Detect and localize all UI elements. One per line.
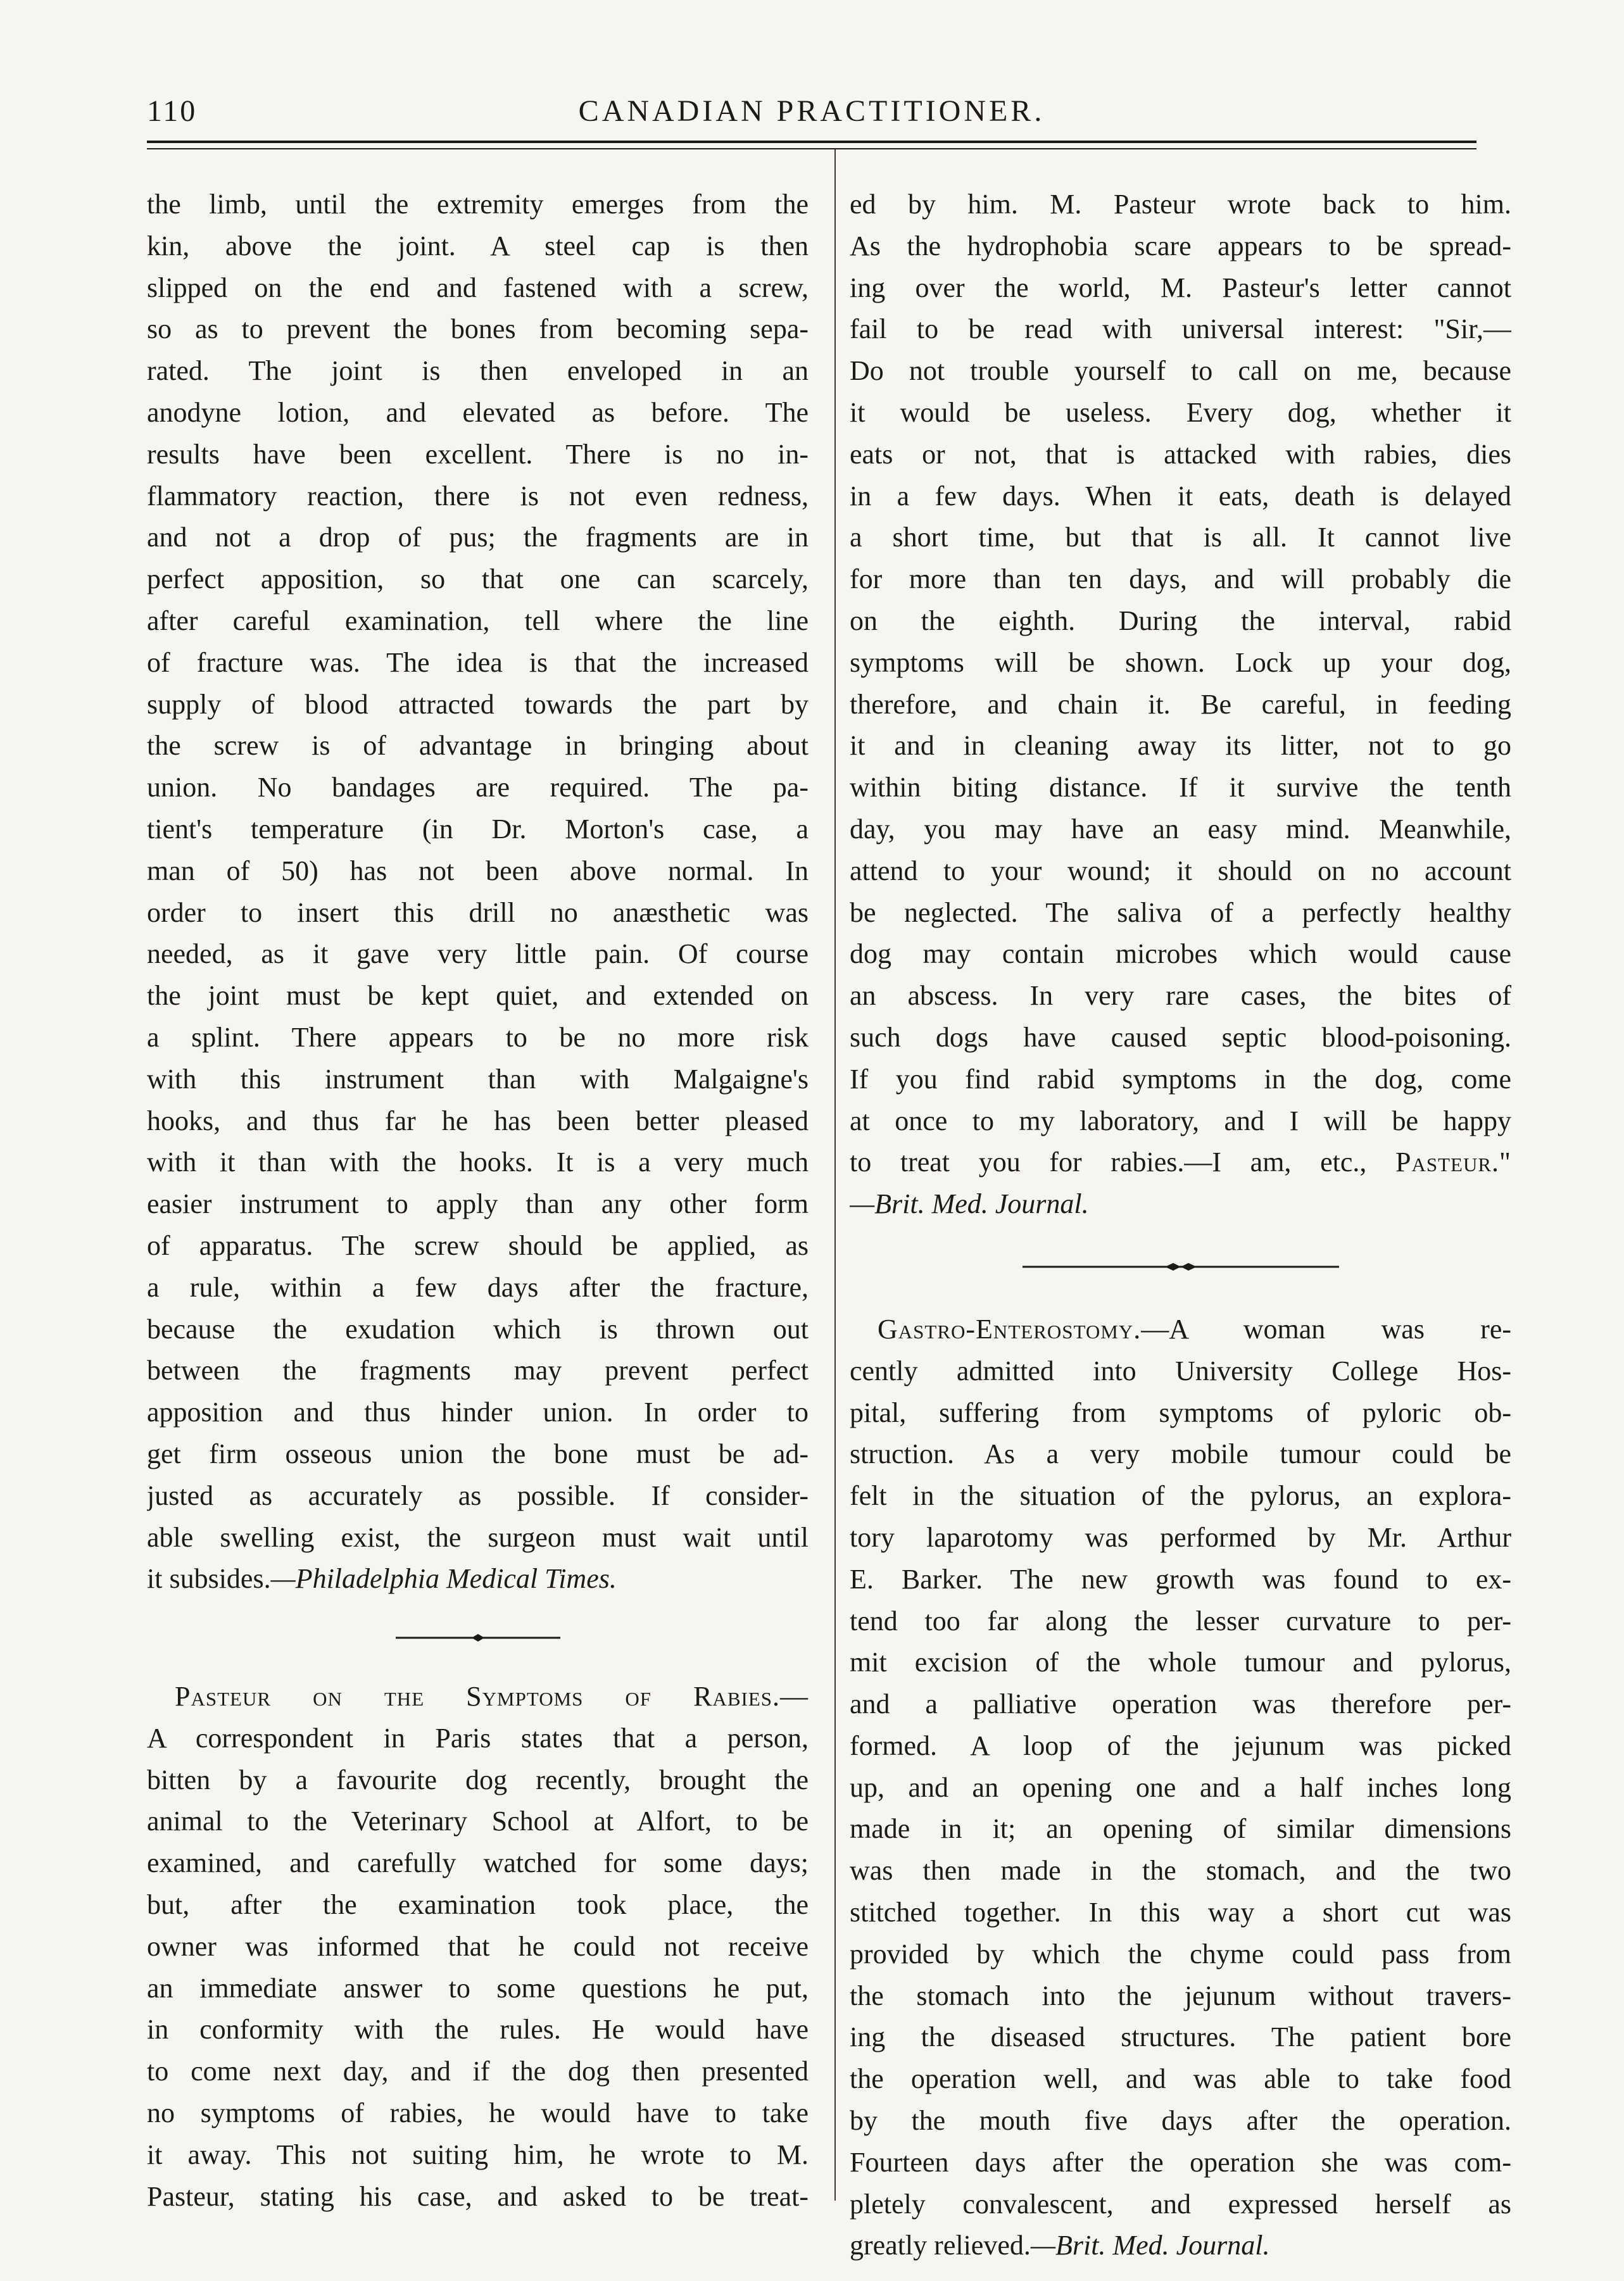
- text-line: within biting distance. If it survive the tenth: [850, 772, 1511, 803]
- text-line: slipped on the end and fastened with a screw,: [147, 272, 809, 303]
- text-line: dog may contain microbes which would cause: [850, 938, 1511, 970]
- text-line: to come next day, and if the dog then presented: [147, 2056, 809, 2087]
- text-line: anodyne lotion, and elevated as before. The: [147, 396, 809, 428]
- text-fragment: greatly relieved.: [850, 2230, 1031, 2261]
- source-citation: —Brit. Med. Journal.: [850, 1188, 1089, 1220]
- text-line: Do not trouble yourself to call on me, because: [850, 355, 1511, 387]
- header-rule: [147, 141, 1476, 143]
- text-line: apposition and thus hinder union. In order to: [147, 1397, 809, 1428]
- text-line: therefore, and chain it. Be careful, in feeding: [850, 688, 1511, 720]
- page-number: 110: [147, 94, 198, 128]
- text-line: flammatory reaction, there is not even redness,: [147, 480, 809, 512]
- text-line: of fracture was. The idea is that the increased: [147, 646, 809, 678]
- text-line: by the mouth five days after the operation.: [850, 2105, 1511, 2137]
- text-line: stitched together. In this way a short cut was: [850, 1897, 1511, 1928]
- ornament-rule-icon: [1023, 1260, 1339, 1273]
- text-line: [147, 1676, 809, 1718]
- rabies-article: [147, 1676, 809, 2217]
- ornament-rule-icon: [396, 1631, 560, 1644]
- text-line: was then made in the stomach, and the two: [850, 1855, 1511, 1887]
- text-line: animal to the Veterinary School at Alfort, to be: [147, 1806, 809, 1837]
- text-line: results have been excellent. There is no in-: [147, 438, 809, 470]
- text-line: [850, 1309, 1511, 1350]
- text-line: it and in cleaning away its litter, not to go: [850, 730, 1511, 762]
- article-heading: Pasteur on the Symptoms of Rabies.—: [175, 1681, 809, 1712]
- text-line: tient's temperature (in Dr. Morton's case, a: [147, 813, 809, 845]
- text-line: rated. The joint is then enveloped in an: [147, 355, 809, 387]
- text-line: able swelling exist, the surgeon must wait until: [147, 1521, 809, 1553]
- text-line: for more than ten days, and will probably die: [850, 563, 1511, 595]
- text-line: perfect apposition, so that one can scarcely,: [147, 563, 809, 595]
- text-line: struction. As a very mobile tumour could be: [850, 1438, 1511, 1470]
- text-line: pital, suffering from symptoms of pyloric ob-: [850, 1397, 1511, 1428]
- text-line: [147, 1558, 809, 1600]
- text-line: fail to be read with universal interest: "Sir,—: [850, 313, 1511, 345]
- text-line: justed as accurately as possible. If consider-: [147, 1480, 809, 1511]
- text-line: up, and an opening one and a half inches long: [850, 1771, 1511, 1803]
- text-line: attend to your wound; it should on no account: [850, 855, 1511, 886]
- text-line: on the eighth. During the interval, rabid: [850, 605, 1511, 636]
- text-line: the screw is of advantage in bringing about: [147, 730, 809, 762]
- article-heading: Gastro-Enterostomy.: [878, 1313, 1142, 1345]
- text-fragment: to treat you for rabies.—I am, etc.,: [850, 1147, 1367, 1178]
- text-line: tend too far along the lesser curvature to per-: [850, 1605, 1511, 1637]
- text-line: and a palliative operation was therefore per-: [850, 1688, 1511, 1720]
- text-line: at once to my laboratory, and I will be happy: [850, 1105, 1511, 1136]
- column-divider: [834, 149, 836, 2201]
- text-line: so as to prevent the bones from becoming sepa-: [147, 313, 809, 345]
- text-line: supply of blood attracted towards the part by: [147, 688, 809, 720]
- section-divider-ornament: [147, 1600, 809, 1676]
- text-line: between the fragments may prevent perfect: [147, 1355, 809, 1386]
- text-line: a splint. There appears to be no more risk: [147, 1021, 809, 1053]
- text-line: formed. A loop of the jejunum was picked: [850, 1730, 1511, 1761]
- text-line: the stomach into the jejunum without travers-: [850, 1980, 1511, 2011]
- page-header: [147, 87, 1476, 132]
- text-line: easier instrument to apply than any other form: [147, 1188, 809, 1220]
- text-line: an abscess. In very rare cases, the bites of: [850, 980, 1511, 1012]
- text-fragment: it subsides.: [147, 1563, 271, 1595]
- text-line: get firm osseous union the bone must be ad-: [147, 1438, 809, 1469]
- text-line: and not a drop of pus; the fragments are in: [147, 522, 809, 553]
- text-fragment: —A woman was re-: [1141, 1313, 1511, 1345]
- text-line: made in it; an opening of similar dimensions: [850, 1813, 1511, 1845]
- text-line: with it than with the hooks. It is a very much: [147, 1147, 809, 1178]
- right-column: [850, 184, 1511, 2266]
- rabies-article-continuation: [850, 184, 1511, 1225]
- text-line: ing over the world, M. Pasteur's letter cannot: [850, 272, 1511, 303]
- left-column: [147, 184, 809, 2217]
- text-line: Fourteen days after the operation she was com-: [850, 2146, 1511, 2178]
- text-line: A correspondent in Paris states that a person,: [147, 1722, 809, 1754]
- text-line: hooks, and thus far he has been better pleased: [147, 1105, 809, 1136]
- text-line: ing the diseased structures. The patient bore: [850, 2021, 1511, 2053]
- text-line: mit excision of the whole tumour and pylorus,: [850, 1647, 1511, 1678]
- text-line: in conformity with the rules. He would have: [147, 2014, 809, 2045]
- text-line: E. Barker. The new growth was found to ex-: [850, 1563, 1511, 1595]
- text-line: [850, 1141, 1511, 1183]
- text-line: order to insert this drill no anæsthetic was: [147, 896, 809, 928]
- text-line: tory laparotomy was performed by Mr. Arthur: [850, 1521, 1511, 1553]
- source-citation: —Brit. Med. Journal.: [1030, 2230, 1270, 2261]
- source-citation: —Philadelphia Medical Times.: [270, 1563, 617, 1595]
- section-divider-ornament: [850, 1225, 1511, 1309]
- text-line: kin, above the joint. A steel cap is then: [147, 230, 809, 261]
- running-title: CANADIAN PRACTITIONER.: [578, 94, 1045, 128]
- text-line: it away. This not suiting him, he wrote to M.: [147, 2139, 809, 2170]
- text-line: a short time, but that is all. It cannot live: [850, 522, 1511, 553]
- text-line: it would be useless. Every dog, whether it: [850, 396, 1511, 428]
- text-line: If you find rabid symptoms in the dog, come: [850, 1063, 1511, 1095]
- text-line: cently admitted into University College Hos-: [850, 1355, 1511, 1386]
- text-line: a rule, within a few days after the fracture,: [147, 1271, 809, 1303]
- text-line: examined, and carefully watched for some days;: [147, 1847, 809, 1879]
- text-line: needed, as it gave very little pain. Of course: [147, 938, 809, 970]
- fracture-article-continuation: [147, 184, 809, 1600]
- text-line: provided by which the chyme could pass from: [850, 1938, 1511, 1970]
- text-line: no symptoms of rabies, he would have to take: [147, 2097, 809, 2129]
- text-line: eats or not, that is attacked with rabies, dies: [850, 438, 1511, 470]
- text-line: Pasteur, stating his case, and asked to be treat-: [147, 2180, 809, 2212]
- text-line: after careful examination, tell where the line: [147, 605, 809, 636]
- text-line: such dogs have caused septic blood-poisoning.: [850, 1021, 1511, 1053]
- text-line: because the exudation which is thrown out: [147, 1313, 809, 1345]
- text-line: of apparatus. The screw should be applied, as: [147, 1229, 809, 1261]
- gastro-enterostomy-article: [850, 1309, 1511, 2266]
- text-line: the operation well, and was able to take food: [850, 2063, 1511, 2095]
- text-line: [850, 1183, 1511, 1225]
- text-line: symptoms will be shown. Lock up your dog,: [850, 646, 1511, 678]
- text-line: owner was informed that he could not receive: [147, 1930, 809, 1962]
- text-line: be neglected. The saliva of a perfectly healthy: [850, 896, 1511, 928]
- text-line: bitten by a favourite dog recently, brought the: [147, 1764, 809, 1795]
- text-line: with this instrument than with Malgaigne's: [147, 1063, 809, 1095]
- text-line: As the hydrophobia scare appears to be spread-: [850, 230, 1511, 261]
- text-line: in a few days. When it eats, death is delayed: [850, 480, 1511, 512]
- text-line: man of 50) has not been above normal. In: [147, 855, 809, 886]
- text-line: day, you may have an easy mind. Meanwhile,: [850, 813, 1511, 845]
- text-line: but, after the examination took place, the: [147, 1889, 809, 1921]
- text-line: union. No bandages are required. The pa-: [147, 772, 809, 803]
- text-line: the joint must be kept quiet, and extended on: [147, 980, 809, 1012]
- text-line: felt in the situation of the pylorus, an explora-: [850, 1480, 1511, 1512]
- signature: Pasteur.": [1395, 1147, 1511, 1178]
- text-line: an immediate answer to some questions he put,: [147, 1972, 809, 2004]
- text-line: [850, 2225, 1511, 2266]
- text-line: ed by him. M. Pasteur wrote back to him.: [850, 189, 1511, 220]
- header-rule-thin: [147, 148, 1476, 149]
- text-line: pletely convalescent, and expressed herself as: [850, 2188, 1511, 2220]
- text-line: the limb, until the extremity emerges from the: [147, 189, 809, 220]
